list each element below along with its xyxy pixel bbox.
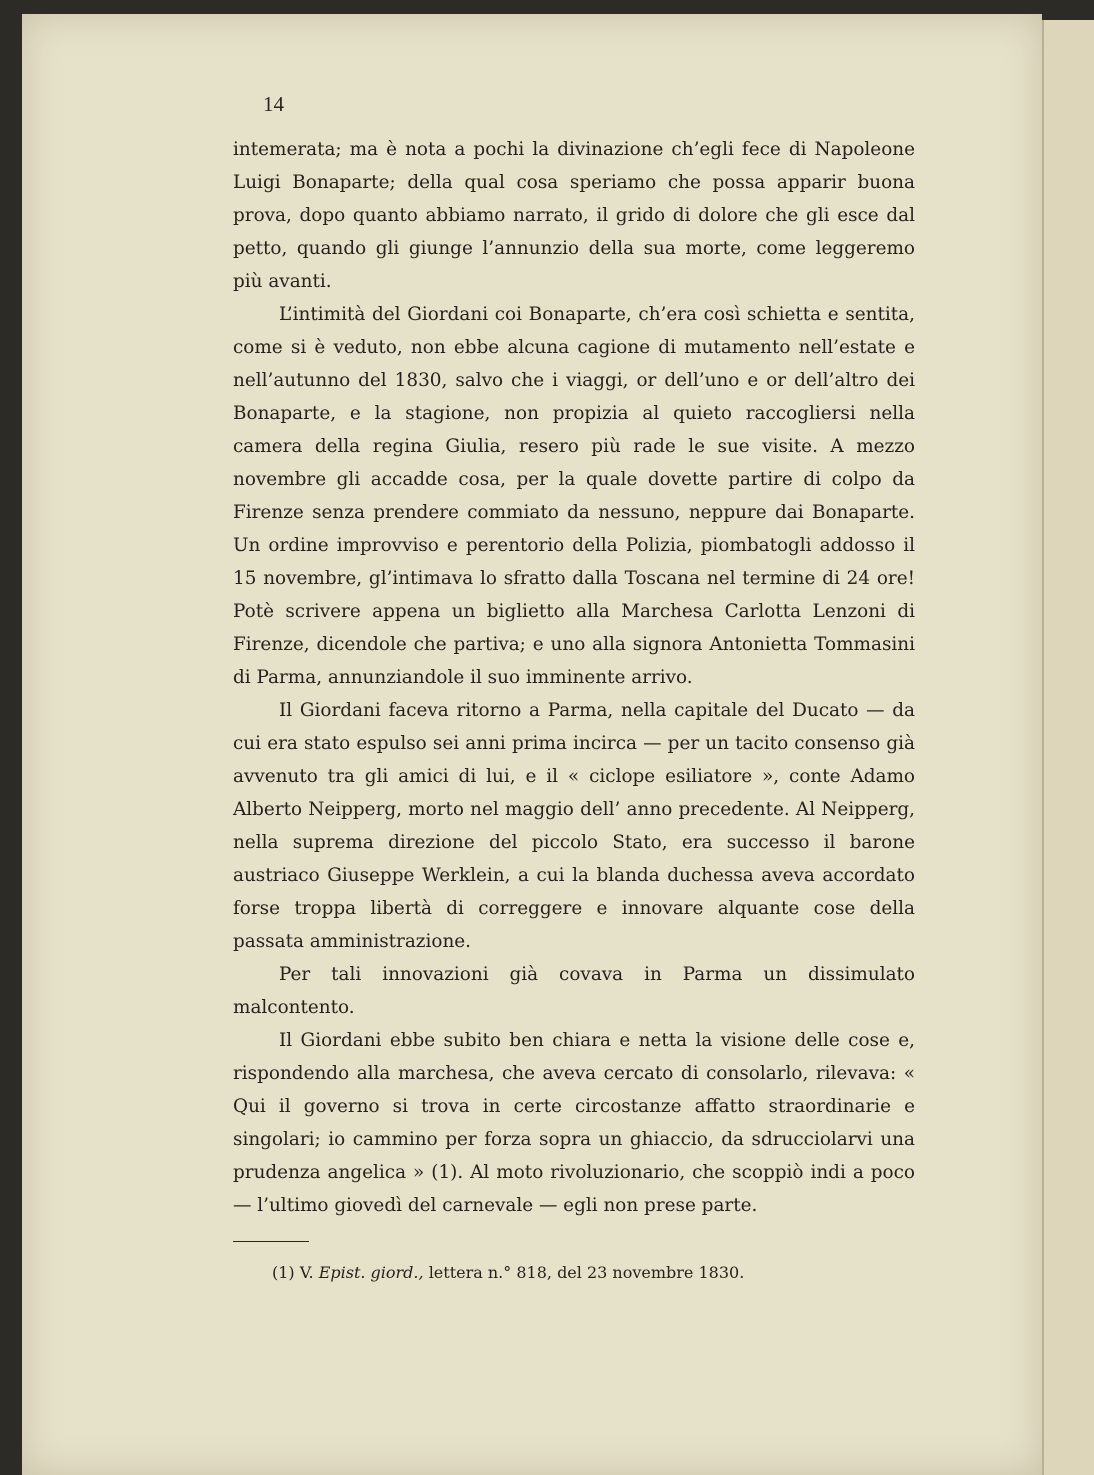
paragraph-3: Il Giordani faceva ritorno a Parma, nella capitale del Ducato — da cui era stato espulso sei anni prima incirca — per un tacito consenso già avvenuto tra gli amici di lui, e il « ciclope esiliatore », conte Adamo Alberto Neipperg, morto nel maggio dell’ anno precedente. Al Neipperg, nella suprema direzione del piccolo Stato, era successo il barone austriaco Giuseppe Werklein, a cui la blanda duchessa aveva accordato forse troppa libertà di correggere e innovare alquante cose della passata amministrazione.	[233, 700, 915, 952]
adjacent-page-edge	[1042, 20, 1094, 1475]
body-text	[233, 133, 915, 1222]
footnote	[272, 1261, 912, 1285]
page-number: 14	[263, 92, 284, 116]
paragraph-5: Il Giordani ebbe subito ben chiara e netta la visione delle cose e, rispondendo alla marchesa, che aveva cercato di consolarlo, rilevava: « Qui il governo si trova in certe circostanze affatto straordinarie e singolari; io cammino per forza sopra un ghiaccio, da sdrucciolarvi una prudenza angelica » (1). Al moto rivoluzionario, che scoppiò indi a poco — l’ultimo giovedì del carnevale — egli non prese parte.	[233, 1030, 915, 1216]
paragraph-1: intemerata; ma è nota a pochi la divinazione ch’egli fece di Napoleone Luigi Bonaparte; della qual cosa speriamo che possa apparir buona prova, dopo quanto abbiamo narrato, il grido di dolore che gli esce dal petto, quando gli giunge l’annunzio della sua morte, come leggeremo più avanti.	[233, 139, 915, 292]
footnote-marker: (1) V.	[272, 1263, 314, 1282]
footnote-divider	[233, 1241, 309, 1242]
paragraph-4: Per tali innovazioni già covava in Parma un dissimulato malcontento.	[233, 964, 915, 1018]
footnote-work-title: Epist. giord.,	[318, 1263, 424, 1282]
paragraph-2: L’intimità del Giordani coi Bonaparte, ch’era così schietta e sentita, come si è veduto, non ebbe alcuna cagione di mutamento nell’estate e nell’autunno del 1830, salvo che i viaggi, or dell’uno e or dell’altro dei Bonaparte, e la stagione, non propizia al quieto raccogliersi nella camera della regina Giulia, resero più rade le sue visite. A mezzo novembre gli accadde cosa, per la quale dovette partire di colpo da Firenze senza prendere commiato da nessuno, neppure dai Bonaparte. Un ordine improvviso e perentorio della Polizia, piombatogli addosso il 15 novembre, gl’intimava lo sfratto dalla Toscana nel termine di 24 ore! Potè scrivere appena un biglietto alla Marchesa Carlotta Lenzoni di Firenze, dicendole che partiva; e uno alla signora Antonietta Tommasini di Parma, annunziandole il suo imminente arrivo.	[233, 304, 915, 688]
footnote-citation: lettera n.° 818, del 23 novembre 1830.	[428, 1263, 745, 1282]
